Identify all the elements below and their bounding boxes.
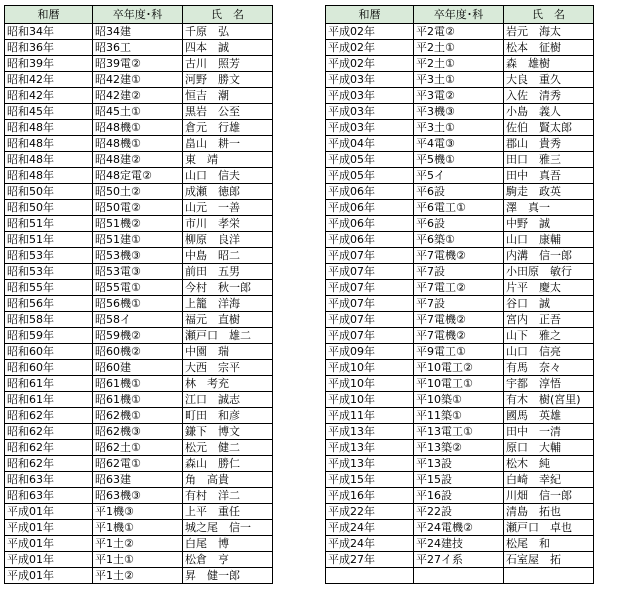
table-row (5, 568, 273, 584)
grad-year-dept-cell: 平10電工① (414, 376, 504, 392)
name-cell: 江口 誠志 (183, 392, 273, 408)
table-row (326, 424, 594, 440)
name-cell: 森山 勝仁 (183, 456, 273, 472)
era-year-cell: 昭和62年 (5, 440, 93, 456)
grad-year-dept-cell: 昭56機① (93, 296, 183, 312)
name-cell: 山口 康輔 (504, 232, 594, 248)
era-year-cell: 平成24年 (326, 536, 414, 552)
era-year-cell: 昭和48年 (5, 168, 93, 184)
table-row (5, 184, 273, 200)
table-row (326, 568, 594, 584)
era-year-cell: 平成03年 (326, 72, 414, 88)
grad-year-dept-cell: 平6設 (414, 184, 504, 200)
table-row (5, 456, 273, 472)
name-cell: 千原 弘 (183, 24, 273, 40)
grad-year-dept-cell: 平1機③ (93, 504, 183, 520)
header-row (5, 6, 273, 24)
era-year-cell: 昭和56年 (5, 296, 93, 312)
table-row (5, 296, 273, 312)
era-year-cell: 昭和62年 (5, 456, 93, 472)
table-row (326, 328, 594, 344)
era-year-cell: 昭和63年 (5, 472, 93, 488)
grad-year-dept-cell: 平2電② (414, 24, 504, 40)
table-row (5, 248, 273, 264)
table-row (5, 328, 273, 344)
name-cell: 清島 拓也 (504, 504, 594, 520)
name-cell: 宇都 淳悟 (504, 376, 594, 392)
table-row (326, 520, 594, 536)
grad-year-dept-cell: 平1土② (93, 568, 183, 584)
name-cell: 佐伯 賢太郎 (504, 120, 594, 136)
grad-year-dept-cell: 平6電工① (414, 200, 504, 216)
era-year-cell: 昭和63年 (5, 488, 93, 504)
table-row (5, 136, 273, 152)
right-table-body (326, 24, 594, 584)
name-cell: 前田 五男 (183, 264, 273, 280)
table-row (5, 360, 273, 376)
era-year-cell: 平成06年 (326, 232, 414, 248)
grad-year-dept-cell: 平24建技 (414, 536, 504, 552)
name-cell: 古川 照芳 (183, 56, 273, 72)
era-year-cell: 平成10年 (326, 392, 414, 408)
name-cell: 原口 大輔 (504, 440, 594, 456)
name-cell: 林 考充 (183, 376, 273, 392)
grad-year-dept-cell: 昭34建 (93, 24, 183, 40)
table-row (326, 56, 594, 72)
name-cell: 郡山 貴秀 (504, 136, 594, 152)
table-row (326, 392, 594, 408)
name-cell (504, 568, 594, 584)
grad-year-dept-cell (414, 568, 504, 584)
table-row (5, 472, 273, 488)
table-row (326, 472, 594, 488)
era-year-cell: 昭和36年 (5, 40, 93, 56)
era-year-cell: 平成24年 (326, 520, 414, 536)
table-row (5, 104, 273, 120)
era-year-cell: 昭和53年 (5, 248, 93, 264)
era-year-cell: 昭和51年 (5, 232, 93, 248)
grad-year-dept-cell: 平7電機② (414, 312, 504, 328)
grad-year-dept-cell: 平13設 (414, 456, 504, 472)
name-cell: 四本 誠 (183, 40, 273, 56)
grad-year-dept-cell: 昭60建 (93, 360, 183, 376)
table-row (326, 456, 594, 472)
header-era-year: 和暦 (5, 6, 93, 24)
name-cell: 中園 瑞 (183, 344, 273, 360)
grad-year-dept-cell: 昭58イ (93, 312, 183, 328)
grad-year-dept-cell: 昭62機③ (93, 424, 183, 440)
grad-year-dept-cell: 昭55電① (93, 280, 183, 296)
name-cell: 上平 重任 (183, 504, 273, 520)
era-year-cell: 平成09年 (326, 344, 414, 360)
name-cell: 片平 慶太 (504, 280, 594, 296)
header-grad-year-dept: 卒年度･科 (93, 6, 183, 24)
name-cell: 福元 直樹 (183, 312, 273, 328)
name-cell: 山口 信亮 (504, 344, 594, 360)
table-row (5, 56, 273, 72)
name-cell: 白崎 幸紀 (504, 472, 594, 488)
table-row (326, 184, 594, 200)
name-cell: 澤 真一 (504, 200, 594, 216)
era-year-cell: 昭和50年 (5, 200, 93, 216)
era-year-cell: 昭和48年 (5, 152, 93, 168)
era-year-cell: 平成03年 (326, 88, 414, 104)
grad-year-dept-cell: 平10築① (414, 392, 504, 408)
name-cell: 黒岩 公至 (183, 104, 273, 120)
grad-year-dept-cell: 平15設 (414, 472, 504, 488)
header-name: 氏 名 (504, 6, 594, 24)
era-year-cell: 平成13年 (326, 440, 414, 456)
era-year-cell: 平成03年 (326, 104, 414, 120)
table-row (326, 200, 594, 216)
era-year-cell: 平成13年 (326, 456, 414, 472)
header-row (326, 6, 594, 24)
name-cell: 石室屋 拓 (504, 552, 594, 568)
era-year-cell: 平成27年 (326, 552, 414, 568)
name-cell: 市川 孝栄 (183, 216, 273, 232)
table-row (326, 248, 594, 264)
table-row (326, 24, 594, 40)
grad-year-dept-cell: 平4電③ (414, 136, 504, 152)
era-year-cell: 昭和39年 (5, 56, 93, 72)
table-row (5, 264, 273, 280)
grad-year-dept-cell: 昭48定電② (93, 168, 183, 184)
name-cell: 國馬 英雄 (504, 408, 594, 424)
table-row (326, 40, 594, 56)
era-year-cell: 平成01年 (5, 520, 93, 536)
era-year-cell: 平成02年 (326, 56, 414, 72)
name-cell: 畠山 耕一 (183, 136, 273, 152)
name-cell: 宮内 正吾 (504, 312, 594, 328)
era-year-cell: 平成01年 (5, 552, 93, 568)
era-year-cell: 昭和34年 (5, 24, 93, 40)
grad-year-dept-cell: 平13築② (414, 440, 504, 456)
table-row (326, 152, 594, 168)
era-year-cell: 昭和58年 (5, 312, 93, 328)
name-cell: 中島 昭二 (183, 248, 273, 264)
era-year-cell: 平成05年 (326, 168, 414, 184)
table-row (326, 104, 594, 120)
grad-year-dept-cell: 昭53機③ (93, 248, 183, 264)
header-era-year: 和暦 (326, 6, 414, 24)
table-row (5, 232, 273, 248)
grad-year-dept-cell: 平24電機② (414, 520, 504, 536)
name-cell: 倉元 行雄 (183, 120, 273, 136)
era-year-cell: 昭和42年 (5, 72, 93, 88)
grad-year-dept-cell: 平16設 (414, 488, 504, 504)
table-row (5, 72, 273, 88)
name-cell: 田口 雅三 (504, 152, 594, 168)
name-cell: 恒吉 潮 (183, 88, 273, 104)
header-grad-year-dept: 卒年度･科 (414, 6, 504, 24)
table-row (326, 504, 594, 520)
name-cell: 瀬戸口 雄二 (183, 328, 273, 344)
table-row (326, 312, 594, 328)
grad-year-dept-cell: 平7設 (414, 264, 504, 280)
name-cell: 大西 宗平 (183, 360, 273, 376)
era-year-cell: 平成06年 (326, 216, 414, 232)
table-row (5, 40, 273, 56)
era-year-cell: 平成15年 (326, 472, 414, 488)
table-row (326, 88, 594, 104)
table-row (326, 136, 594, 152)
name-cell: 内溝 信一郎 (504, 248, 594, 264)
name-cell: 谷口 誠 (504, 296, 594, 312)
grad-year-dept-cell: 昭62電① (93, 456, 183, 472)
grad-year-dept-cell: 平13電工① (414, 424, 504, 440)
table-row (5, 216, 273, 232)
grad-year-dept-cell: 平2土① (414, 40, 504, 56)
table-row (326, 440, 594, 456)
name-cell: 河野 勝文 (183, 72, 273, 88)
table-row (5, 120, 273, 136)
table-row (5, 392, 273, 408)
name-cell: 町田 和彦 (183, 408, 273, 424)
era-year-cell: 平成02年 (326, 40, 414, 56)
grad-year-dept-cell: 平27イ系 (414, 552, 504, 568)
grad-year-dept-cell: 平1土① (93, 552, 183, 568)
era-year-cell: 平成07年 (326, 296, 414, 312)
era-year-cell: 平成07年 (326, 264, 414, 280)
grad-year-dept-cell: 昭45土① (93, 104, 183, 120)
table-row (326, 376, 594, 392)
grad-year-dept-cell: 平7電工② (414, 280, 504, 296)
era-year-cell: 昭和45年 (5, 104, 93, 120)
grad-year-dept-cell: 平22設 (414, 504, 504, 520)
name-cell: 有馬 奈々 (504, 360, 594, 376)
name-cell: 小島 義人 (504, 104, 594, 120)
table-row (326, 360, 594, 376)
era-year-cell: 平成07年 (326, 312, 414, 328)
name-cell: 成瀬 徳郎 (183, 184, 273, 200)
era-year-cell: 昭和53年 (5, 264, 93, 280)
era-year-cell: 昭和55年 (5, 280, 93, 296)
table-row (5, 536, 273, 552)
name-cell: 駒走 政英 (504, 184, 594, 200)
grad-year-dept-cell: 平1機① (93, 520, 183, 536)
table-row (5, 344, 273, 360)
era-year-cell: 平成02年 (326, 24, 414, 40)
grad-year-dept-cell: 昭62機① (93, 408, 183, 424)
era-year-cell: 平成01年 (5, 536, 93, 552)
era-year-cell: 昭和62年 (5, 424, 93, 440)
name-cell: 森 雄樹 (504, 56, 594, 72)
era-year-cell: 昭和51年 (5, 216, 93, 232)
header-name: 氏 名 (183, 6, 273, 24)
grad-year-dept-cell: 平3電② (414, 88, 504, 104)
alumni-table-right (325, 5, 594, 584)
name-cell: 松尾 和 (504, 536, 594, 552)
name-cell: 東 靖 (183, 152, 273, 168)
grad-year-dept-cell: 平6設 (414, 216, 504, 232)
table-row (5, 440, 273, 456)
table-row (5, 376, 273, 392)
era-year-cell: 平成06年 (326, 184, 414, 200)
era-year-cell: 平成11年 (326, 408, 414, 424)
grad-year-dept-cell: 昭51機② (93, 216, 183, 232)
name-cell: 瀬戸口 卓也 (504, 520, 594, 536)
name-cell: 中野 誠 (504, 216, 594, 232)
name-cell: 川畑 信一郎 (504, 488, 594, 504)
grad-year-dept-cell: 昭50土② (93, 184, 183, 200)
table-row (326, 344, 594, 360)
name-cell: 角 高貴 (183, 472, 273, 488)
table-row (5, 24, 273, 40)
name-cell: 山下 雅之 (504, 328, 594, 344)
name-cell: 白尾 博 (183, 536, 273, 552)
era-year-cell: 昭和59年 (5, 328, 93, 344)
table-row (5, 488, 273, 504)
era-year-cell: 平成13年 (326, 424, 414, 440)
grad-year-dept-cell: 平2土① (414, 56, 504, 72)
grad-year-dept-cell: 昭59機② (93, 328, 183, 344)
era-year-cell: 平成07年 (326, 280, 414, 296)
grad-year-dept-cell: 平6築① (414, 232, 504, 248)
name-cell: 松本 征樹 (504, 40, 594, 56)
name-cell: 城之尾 信一 (183, 520, 273, 536)
grad-year-dept-cell: 平5機① (414, 152, 504, 168)
grad-year-dept-cell: 昭48機① (93, 120, 183, 136)
name-cell: 有村 洋二 (183, 488, 273, 504)
grad-year-dept-cell: 平5イ (414, 168, 504, 184)
era-year-cell: 昭和61年 (5, 376, 93, 392)
table-row (326, 536, 594, 552)
grad-year-dept-cell: 昭39電② (93, 56, 183, 72)
name-cell: 松木 純 (504, 456, 594, 472)
table-row (5, 520, 273, 536)
grad-year-dept-cell: 平3土① (414, 72, 504, 88)
table-row (5, 280, 273, 296)
name-cell: 田中 一清 (504, 424, 594, 440)
era-year-cell: 平成03年 (326, 120, 414, 136)
table-row (326, 232, 594, 248)
table-row (326, 488, 594, 504)
era-year-cell: 昭和48年 (5, 120, 93, 136)
left-table-body (5, 24, 273, 584)
table-row (326, 72, 594, 88)
era-year-cell: 平成10年 (326, 376, 414, 392)
era-year-cell: 昭和42年 (5, 88, 93, 104)
name-cell: 昇 健一郎 (183, 568, 273, 584)
era-year-cell: 昭和60年 (5, 360, 93, 376)
grad-year-dept-cell: 昭61機① (93, 392, 183, 408)
era-year-cell: 昭和61年 (5, 392, 93, 408)
name-cell: 柳原 良洋 (183, 232, 273, 248)
name-cell: 岩元 海太 (504, 24, 594, 40)
grad-year-dept-cell: 昭62土① (93, 440, 183, 456)
table-row (5, 152, 273, 168)
table-row (326, 296, 594, 312)
name-cell: 山元 一善 (183, 200, 273, 216)
grad-year-dept-cell: 昭51建① (93, 232, 183, 248)
era-year-cell (326, 568, 414, 584)
name-cell: 松倉 亨 (183, 552, 273, 568)
table-row (5, 504, 273, 520)
name-cell: 上籠 洋海 (183, 296, 273, 312)
table-row (326, 552, 594, 568)
grad-year-dept-cell: 昭36工 (93, 40, 183, 56)
name-cell: 田中 真吾 (504, 168, 594, 184)
grad-year-dept-cell: 平1土② (93, 536, 183, 552)
grad-year-dept-cell: 昭63機③ (93, 488, 183, 504)
era-year-cell: 平成16年 (326, 488, 414, 504)
grad-year-dept-cell: 平11築① (414, 408, 504, 424)
era-year-cell: 平成01年 (5, 504, 93, 520)
name-cell: 大良 重久 (504, 72, 594, 88)
grad-year-dept-cell: 昭48機① (93, 136, 183, 152)
table-row (326, 280, 594, 296)
table-row (5, 408, 273, 424)
grad-year-dept-cell: 平3土① (414, 120, 504, 136)
era-year-cell: 平成06年 (326, 200, 414, 216)
table-row (326, 264, 594, 280)
table-row (326, 216, 594, 232)
grad-year-dept-cell: 平7電機② (414, 328, 504, 344)
era-year-cell: 昭和48年 (5, 136, 93, 152)
grad-year-dept-cell: 平9電工① (414, 344, 504, 360)
era-year-cell: 平成07年 (326, 248, 414, 264)
name-cell: 山口 信夫 (183, 168, 273, 184)
grad-year-dept-cell: 昭48建② (93, 152, 183, 168)
era-year-cell: 平成10年 (326, 360, 414, 376)
table-row (5, 552, 273, 568)
era-year-cell: 平成05年 (326, 152, 414, 168)
grad-year-dept-cell: 昭42建① (93, 72, 183, 88)
grad-year-dept-cell: 昭60機② (93, 344, 183, 360)
name-cell: 有木 樹(宮里) (504, 392, 594, 408)
era-year-cell: 平成01年 (5, 568, 93, 584)
era-year-cell: 昭和50年 (5, 184, 93, 200)
grad-year-dept-cell: 平3機③ (414, 104, 504, 120)
era-year-cell: 平成04年 (326, 136, 414, 152)
grad-year-dept-cell: 昭53電③ (93, 264, 183, 280)
era-year-cell: 昭和62年 (5, 408, 93, 424)
alumni-table-left (4, 5, 273, 584)
name-cell: 今村 秋一郎 (183, 280, 273, 296)
name-cell: 松元 健二 (183, 440, 273, 456)
table-row (5, 424, 273, 440)
grad-year-dept-cell: 昭63建 (93, 472, 183, 488)
table-row (326, 168, 594, 184)
era-year-cell: 平成22年 (326, 504, 414, 520)
grad-year-dept-cell: 平10電工② (414, 360, 504, 376)
grad-year-dept-cell: 平7設 (414, 296, 504, 312)
name-cell: 鎌下 博文 (183, 424, 273, 440)
table-row (326, 120, 594, 136)
table-row (5, 88, 273, 104)
grad-year-dept-cell: 昭42建② (93, 88, 183, 104)
era-year-cell: 平成07年 (326, 328, 414, 344)
grad-year-dept-cell: 昭61機① (93, 376, 183, 392)
name-cell: 入佐 清秀 (504, 88, 594, 104)
grad-year-dept-cell: 平7電機② (414, 248, 504, 264)
table-row (5, 168, 273, 184)
table-row (5, 312, 273, 328)
grad-year-dept-cell: 昭50電② (93, 200, 183, 216)
name-cell: 小田原 敏行 (504, 264, 594, 280)
era-year-cell: 昭和60年 (5, 344, 93, 360)
table-row (326, 408, 594, 424)
table-row (5, 200, 273, 216)
